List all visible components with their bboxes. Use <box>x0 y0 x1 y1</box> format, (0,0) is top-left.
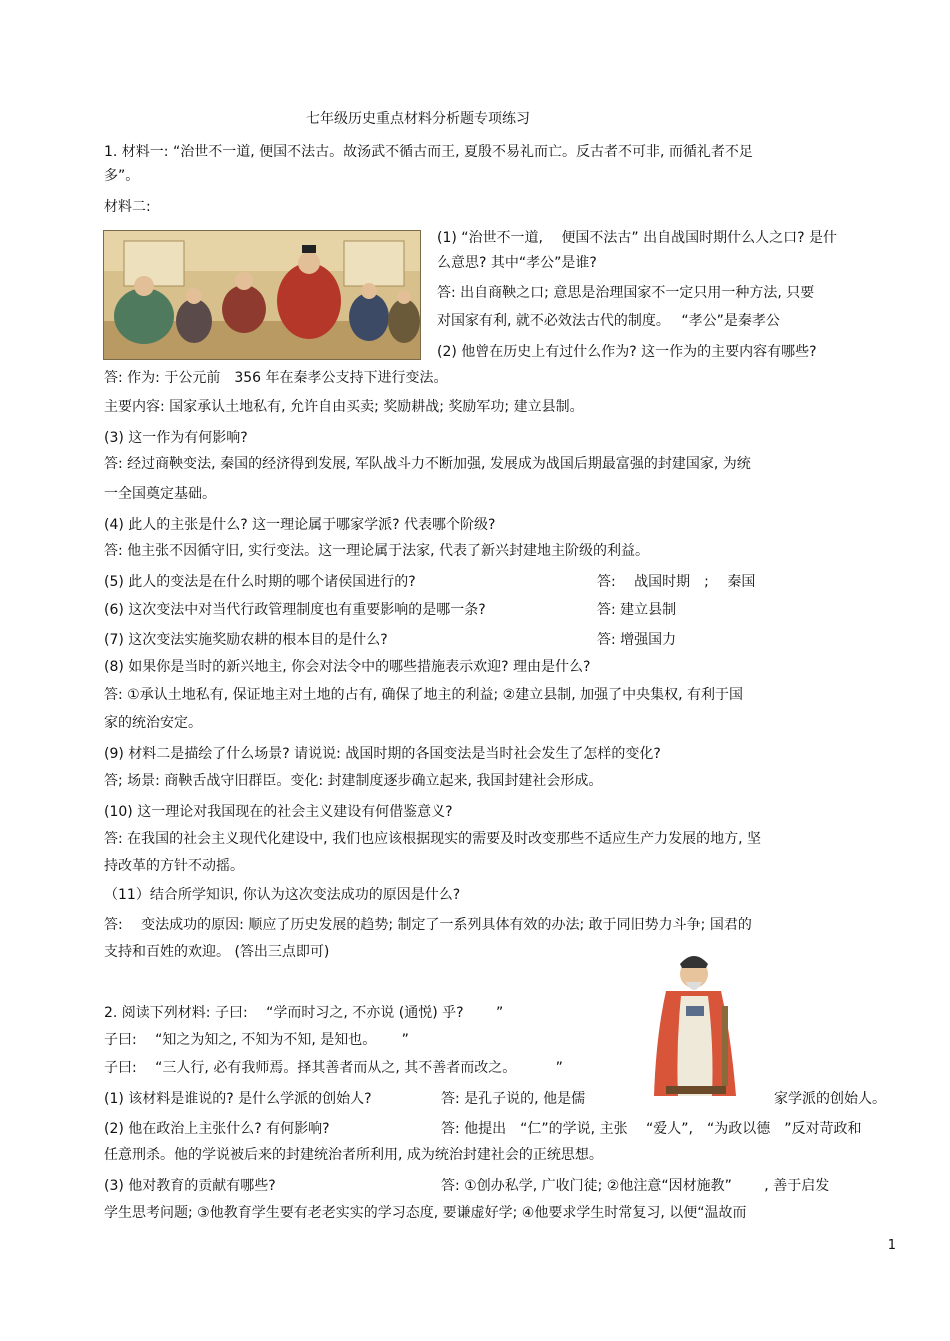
q1-sub10-answer-cont: 持改革的方针不动摇。 <box>104 858 244 874</box>
q1-material-2-label: 材料二: <box>104 199 151 215</box>
q1-sub8-answer-cont: 家的统治安定。 <box>104 715 202 731</box>
q2-material-1: 2. 阅读下列材料: 子曰: “学而时习之, 不亦说 (通悦) 乎? ” <box>104 1005 504 1021</box>
q1-sub5-question: (5) 此人的变法是在什么时期的哪个诸侯国进行的? <box>104 574 416 590</box>
q1-sub10-answer: 答: 在我国的社会主义现代化建设中, 我们也应该根据现实的需要及时改变那些不适应生产力发展的地方, 坚 <box>104 831 761 847</box>
court-scene-illustration <box>104 231 420 359</box>
q1-sub2-question: (2) 他曾在历史上有过什么作为? 这一作为的主要内容有哪些? <box>437 344 817 360</box>
q1-sub3-answer: 答: 经过商鞅变法, 秦国的经济得到发展, 军队战斗力不断加强, 发展成为战国后期最富强的封建国家, 为统 <box>104 456 751 472</box>
q1-sub4-answer: 答: 他主张不因循守旧, 实行变法。这一理论属于法家, 代表了新兴封建地主阶级的利益。 <box>104 543 649 559</box>
q2-sub2-answer-cont: 任意刑杀。他的学说被后来的封建统治者所利用, 成为统治封建社会的正统思想。 <box>104 1147 603 1163</box>
q1-sub9-question: (9) 材料二是描绘了什么场景? 请说说: 战国时期的各国变法是当时社会发生了怎样的变化? <box>104 746 661 762</box>
q2-sub1-question: (1) 该材料是谁说的? 是什么学派的创始人? <box>104 1091 372 1107</box>
q2-sub3-answer: 答: ①创办私学, 广收门徒; ②他注意“因材施教” , 善于启发 <box>441 1178 830 1194</box>
q2-sub2-answer: 答: 他提出 “仁”的学说, 主张 “爱人”, “为政以德 ”反对苛政和 <box>441 1121 862 1137</box>
q1-sub3-question: (3) 这一作为有何影响? <box>104 430 248 446</box>
q2-sub2-question: (2) 他在政治上主张什么? 有何影响? <box>104 1121 330 1137</box>
q2-sub1-answer: 答: 是孔子说的, 他是儒 <box>441 1091 586 1107</box>
court-painting-image <box>103 230 421 360</box>
q1-sub9-answer: 答; 场景: 商鞅舌战守旧群臣。变化: 封建制度逐步确立起来, 我国封建社会形成。 <box>104 773 603 789</box>
q1-sub7-answer: 答: 增强国力 <box>597 632 677 648</box>
q2-sub1-answer-end: 家学派的创始人。 <box>774 1091 886 1107</box>
page-title: 七年级历史重点材料分析题专项练习 <box>306 111 530 127</box>
confucius-portrait-image <box>636 946 754 1102</box>
q1-sub2-answer-cont: 主要内容: 国家承认土地私有, 允许自由买卖; 奖励耕战; 奖励军功; 建立县制。 <box>104 399 584 415</box>
confucius-illustration <box>636 946 754 1102</box>
q1-sub1-question: (1) “治世不一道, 便国不法古” 出自战国时期什么人之口? 是什 <box>437 230 838 246</box>
q2-material-2: 子曰: “知之为知之, 不知为不知, 是知也。 ” <box>104 1032 409 1048</box>
page-number: 1 <box>887 1238 896 1253</box>
q1-sub1-question-cont: 么意思? 其中“孝公”是谁? <box>437 255 597 271</box>
q1-sub6-question: (6) 这次变法中对当代行政管理制度也有重要影响的是哪一条? <box>104 602 486 618</box>
q1-sub7-question: (7) 这次变法实施奖励农耕的根本目的是什么? <box>104 632 388 648</box>
q2-sub3-answer-cont: 学生思考问题; ③他教育学生要有老老实实的学习态度, 要谦虚好学; ④他要求学生时常复习, 以便“温故而 <box>104 1205 747 1221</box>
q1-sub5-answer: 答: 战国时期 ; 秦国 <box>597 574 756 590</box>
q1-sub6-answer: 答: 建立县制 <box>597 602 677 618</box>
q2-sub3-question: (3) 他对教育的贡献有哪些? <box>104 1178 276 1194</box>
q1-material-1-cont: 多”。 <box>104 168 140 184</box>
q1-sub11-answer-cont: 支持和百姓的欢迎。 (答出三点即可) <box>104 944 330 960</box>
q1-sub10-question: (10) 这一理论对我国现在的社会主义建设有何借鉴意义? <box>104 804 453 820</box>
q1-sub11-question: （11）结合所学知识, 你认为这次变法成功的原因是什么? <box>104 887 461 903</box>
q1-sub8-question: (8) 如果你是当时的新兴地主, 你会对法令中的哪些措施表示欢迎? 理由是什么? <box>104 659 591 675</box>
q1-material-1: 1. 材料一: “治世不一道, 便国不法古。故汤武不循古而王, 夏殷不易礼而亡。反古者不可非, 而循礼者不足 <box>104 144 753 160</box>
q1-sub11-answer: 答: 变法成功的原因: 顺应了历史发展的趋势; 制定了一系列具体有效的办法; 敢于同旧势力斗争; 国君的 <box>104 917 752 933</box>
q1-sub2-answer: 答: 作为: 于公元前 356 年在秦孝公支持下进行变法。 <box>104 370 448 386</box>
q1-sub8-answer: 答: ①承认土地私有, 保证地主对土地的占有, 确保了地主的利益; ②建立县制, 加强了中央集权, 有利于国 <box>104 687 744 703</box>
q1-sub4-question: (4) 此人的主张是什么? 这一理论属于哪家学派? 代表哪个阶级? <box>104 517 496 533</box>
q1-sub1-answer: 答: 出自商鞅之口; 意思是治理国家不一定只用一种方法, 只要 <box>437 285 815 301</box>
q2-material-3: 子曰: “三人行, 必有我师焉。择其善者而从之, 其不善者而改之。 ” <box>104 1060 563 1076</box>
q1-sub1-answer-cont: 对国家有利, 就不必效法古代的制度。 “孝公”是秦孝公 <box>437 313 780 329</box>
q1-sub3-answer-cont: 一全国奠定基础。 <box>104 486 216 502</box>
